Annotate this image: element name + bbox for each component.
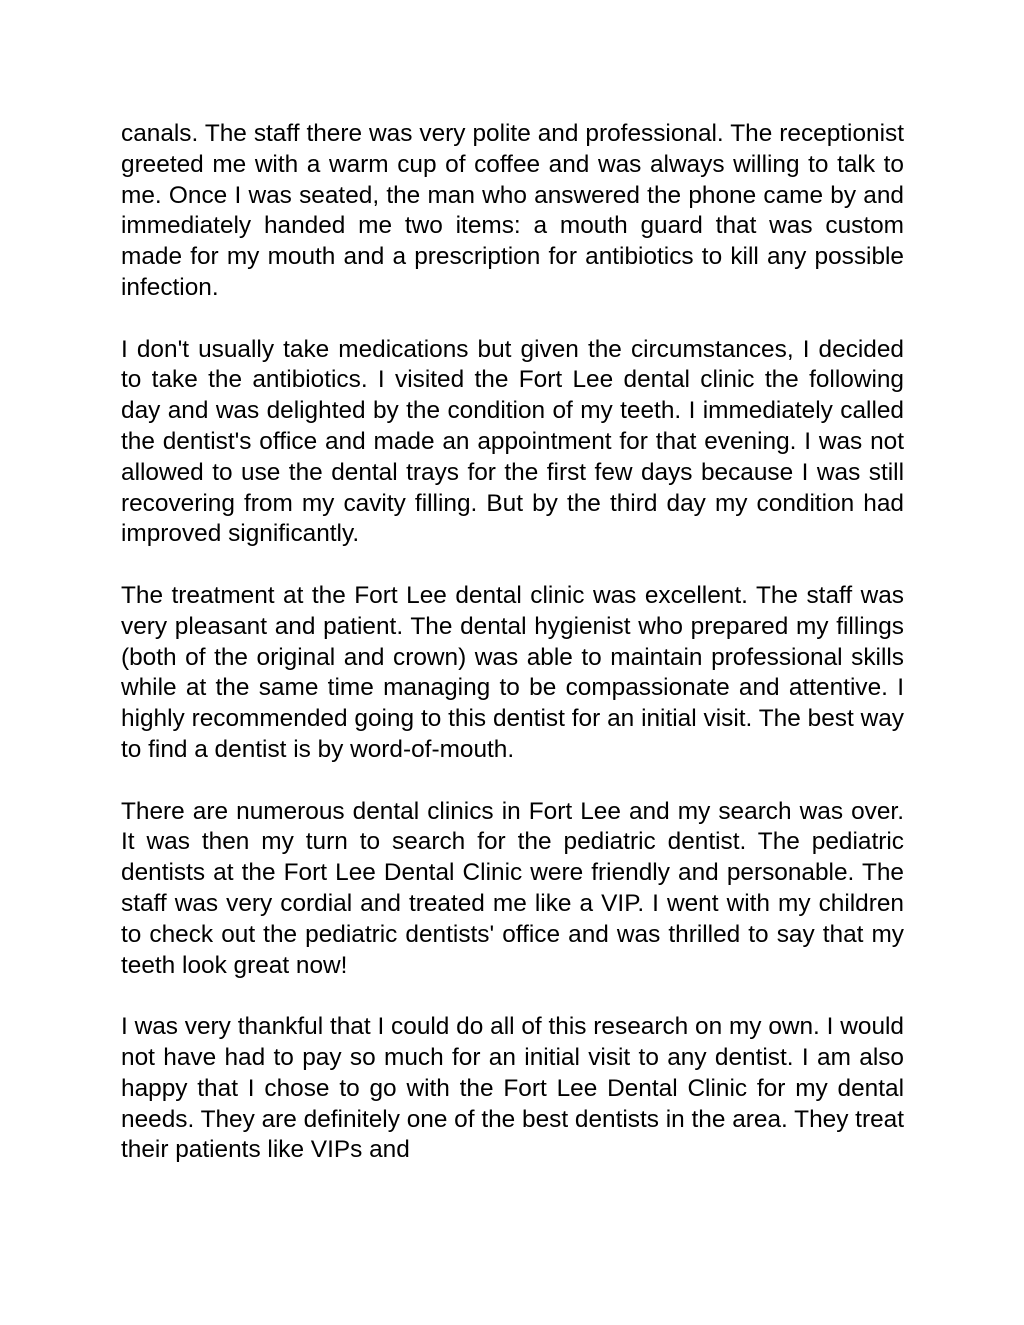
- paragraph: I was very thankful that I could do all of this research on my own. I would not have had to pay so much for an initial visit to any dentist. I am also happy that I chose to go with the Fort Lee Dental Clinic for my dental needs. They are definitely one of the best dentists in the area. They treat their patients like VIPs and: [121, 1013, 904, 1164]
- paragraph: I don't usually take medications but given the circumstances, I decided to take the antibiotics. I visited the Fort Lee dental clinic the following day and was delighted by the condition of my teeth. I immediately called the dentist's office and made an appointment for that evening. I was not allowed to use the dental trays for the first few days because I was still recovering from my cavity filling. But by the third day my condition had improved significantly.: [121, 335, 904, 548]
- paragraph: The treatment at the Fort Lee dental clinic was excellent. The staff was very pleasant and patient. The dental hygienist who prepared my fillings (both of the original and crown) was able to maintain professional skills while at the same time managing to be compassionate and attentive. I highly recommended going to this dentist for an initial visit. The best way to find a dentist is by word-of-mouth.: [121, 581, 904, 763]
- document-page: [121, 119, 904, 1197]
- paragraph: canals. The staff there was very polite and professional. The receptionist greeted me with a warm cup of coffee and was always willing to talk to me. Once I was seated, the man who answered the phone came by and immediately handed me two items: a mouth guard that was custom made for my mouth and a prescription for antibiotics to kill any possible infection.: [121, 120, 904, 301]
- paragraph: There are numerous dental clinics in Fort Lee and my search was over. It was then my turn to search for the pediatric dentist. The pediatric dentists at the Fort Lee Dental Clinic were friendly and personable. The staff was very cordial and treated me like a VIP. I went with my children to check out the pediatric dentists' office and was thrilled to say that my teeth look great now!: [121, 797, 904, 979]
